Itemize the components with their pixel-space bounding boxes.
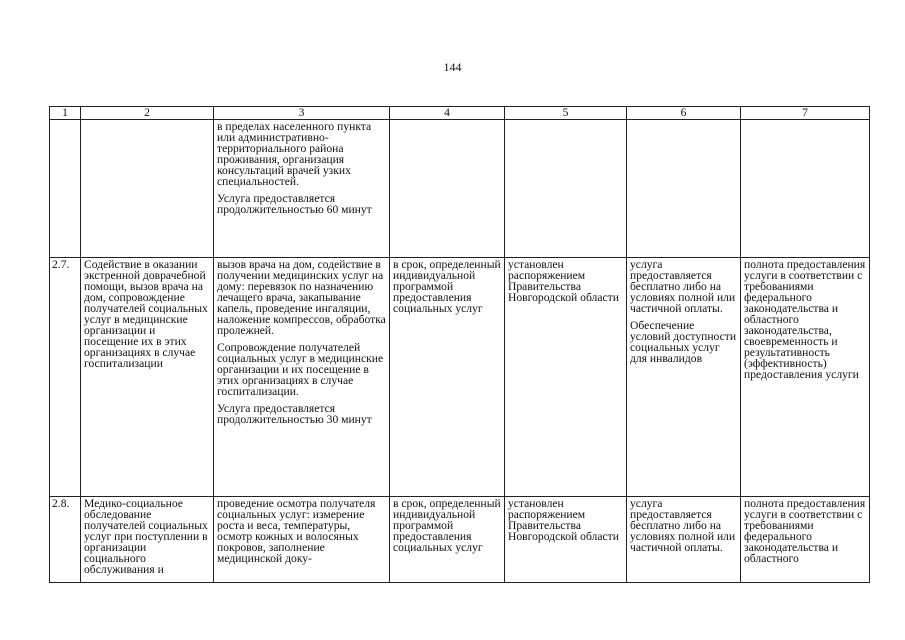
page-number: 144	[443, 60, 462, 74]
description-paragraph: проведение осмотра получателя социальных услуг: измерение роста и веса, температуры, осмотр кожных и волосяных покровов, заполнение медицинской доку-	[217, 497, 376, 565]
conditions-cell	[627, 497, 741, 583]
table-row	[50, 497, 870, 583]
column-number-row	[50, 107, 870, 120]
service-description-cell	[214, 497, 390, 583]
description-paragraph: Услуга предоставляется продолжительностью 60 минут	[217, 192, 372, 216]
column-number: 1	[50, 107, 81, 120]
row-number-cell: 2.8.	[50, 497, 81, 583]
conditions-paragraph: Обеспечение условий доступности социальных услуг для инвалидов	[630, 319, 737, 365]
description-paragraph: в пределах населенного пункта или административно-территориального района проживания, организация консультаций врачей узких специальностей.	[217, 120, 372, 188]
description-paragraph: Услуга предоставляется продолжительностью 30 минут	[217, 402, 372, 426]
service-name-cell	[81, 120, 214, 258]
service-description-cell	[214, 258, 390, 497]
conditions-cell	[627, 258, 741, 497]
description-paragraph: Сопровождение получателей социальных услуг в медицинские организации и их посещение в этих организациях в случае госпитализации.	[217, 341, 384, 398]
table-row	[50, 258, 870, 497]
table-row	[50, 120, 870, 258]
row-number-cell	[50, 120, 81, 258]
row-number-cell: 2.7.	[50, 258, 81, 497]
tariff-basis-cell: установлен распоряжением Правительства Новгородской области	[505, 497, 627, 583]
service-name-cell: Медико-социальное обследование получателей социальных услуг при поступлении в организации социального обслуживания и	[81, 497, 214, 583]
column-number: 4	[390, 107, 505, 120]
quality-criteria-cell: полнота предоставления услуги в соответствии с требованиями федерального законодательства и областного законодательства, своевременность и результативность (эффективность) предоставления услуги	[741, 258, 870, 497]
service-description-cell	[214, 120, 390, 258]
conditions-paragraph: услуга предоставляется бесплатно либо на условиях полной или частичной оплаты.	[630, 258, 736, 315]
tariff-basis-cell	[505, 120, 627, 258]
term-cell	[390, 120, 505, 258]
conditions-cell	[627, 120, 741, 258]
term-cell: в срок, определенный индивидуальной программой предоставления социальных услуг	[390, 497, 505, 583]
service-name-cell: Содействие в оказании экстренной доврачебной помощи, вызов врача на дом, сопровождение получателей социальных услуг в медицинские организации и посещение их в этих организациях в случае госпитализации	[81, 258, 214, 497]
description-paragraph: вызов врача на дом, содействие в получении медицинских услуг на дому: перевязок по назначению лечащего врача, закапывание капель, проведение ингаляции, наложение компрессов, обработка пролежней.	[217, 258, 386, 337]
column-number: 5	[505, 107, 627, 120]
term-cell: в срок, определенный индивидуальной программой предоставления социальных услуг	[390, 258, 505, 497]
column-number: 3	[214, 107, 390, 120]
quality-criteria-cell: полнота предоставления услуги в соответствии с требованиями федерального законодательства и областного	[741, 497, 870, 583]
column-number: 7	[741, 107, 870, 120]
column-number: 6	[627, 107, 741, 120]
services-table	[49, 106, 870, 583]
column-number: 2	[81, 107, 214, 120]
tariff-basis-cell: установлен распоряжением Правительства Новгородской области	[505, 258, 627, 497]
conditions-paragraph: услуга предоставляется бесплатно либо на условиях полной или частичной оплаты.	[630, 497, 736, 554]
quality-criteria-cell	[741, 120, 870, 258]
